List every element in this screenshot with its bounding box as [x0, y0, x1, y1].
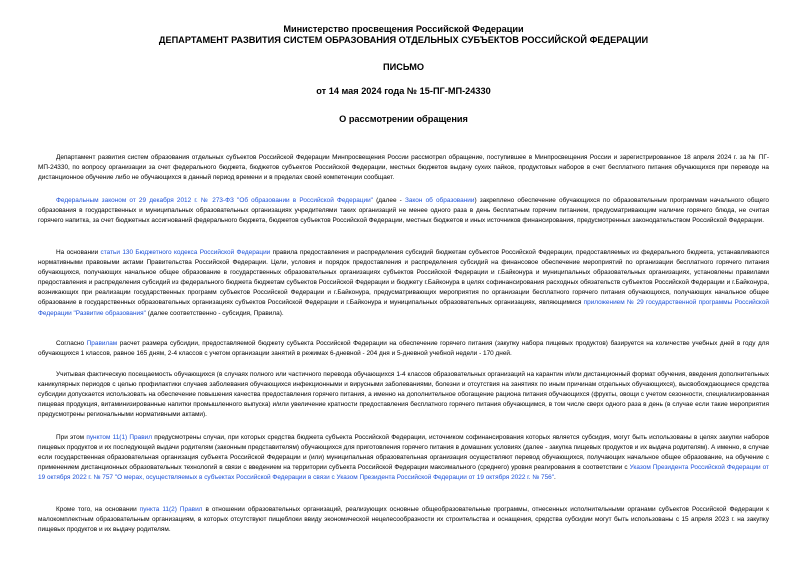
link-rules[interactable]: Правилам: [86, 340, 118, 347]
paragraph-6-text-0: При этом: [56, 434, 87, 441]
paragraph-7-text-1: в отношении образовательных организаций, реализующих основные общеобразовательные программы, отнесенных исполнительными органами субъектов Российской Федерации к малокомплектным образовательным организациям, в которых отсутствуют пищеблоки ввиду экономической нецелесообразности их строительства и оснащения, средства субсидии могут быть использованы с 15 апреля 2023 г. на закупку пищевых продуктов и их выдачу родителям.: [38, 506, 769, 534]
paragraph-3-text-1: правила предоставления и распределения субсидий бюджетам субъектов Российской Федерации, предоставляемых из федерального бюджета, устанавливаются нормативными правовыми актами Правительства Российской Федерации. Цели, условия и порядок предоставления и распределения субсидий на финансовое обеспечение мероприятий по организации бесплатного горячего питания обучающихся, получающих начальное общее образование в государственных образовательных организациях субъектов Российской Федерации и г.Байконура и муниципальных образовательных организациях, установлены правилами предоставления и распределения субсидий из федерального бюджета бюджетам субъектов Российской Федерации и бюджету г.Байконура в целях софинансирования расходных обязательств субъектов Российской Федерации и г.Байконура, возникающих при реализации государственных программ субъектов Российской Федерации и г.Байконура, предусматривающих мероприятия по организации бесплатного горячего питания обучающихся, получающих начальное общее образование в государственных образовательных организациях субъектов Российской Федерации и г.Байконура и муниципальных образовательных организациях, являющимися: [38, 249, 769, 307]
paragraph-7-text-0: Кроме того, на основании: [56, 506, 140, 513]
document-type: ПИСЬМО: [382, 62, 425, 72]
link-education-law-short[interactable]: Закон об образовании: [404, 197, 475, 204]
link-budget-code-article-130[interactable]: статьи 130 Бюджетного кодекса Российской Федерации: [100, 249, 271, 256]
paragraph-3: [38, 248, 769, 319]
link-appendix-29[interactable]: приложением № 29 государственной программы Российской Федерации "Развитие образования": [38, 299, 769, 317]
paragraph-3-text-2: (далее соответственно - субсидия, Правила).: [145, 309, 284, 317]
paragraph-6-text-2: .: [554, 474, 556, 482]
paragraph-2-text-2: ) закреплено обеспечение обучающихся по образовательным программам начального общего образования в государственных и муниципальных образовательных организациях учредителями таких организаций не менее одного раза в день бесплатным горячим питанием, предусматривающим наличие горячего блюда, не считая горячего напитка, за счет бюджетных ассигнований федерального бюджета, бюджетов субъектов Российской Федерации, местных бюджетов и иных источников финансирования, предусмотренных законодательством Российской Федерации.: [38, 197, 769, 225]
document-subject: О рассмотрении обращения: [339, 114, 468, 124]
link-education-law[interactable]: Федеральным законом от 29 декабря 2012 г. № 273-ФЗ "Об образовании в Российской Федерации": [56, 197, 373, 204]
paragraph-5: Учитывая фактическую посещаемость обучающихся (в случаях полного или частичного перевода обучающихся 1-4 классов образовательных организаций на карантин и/или дистанционный формат обучения, введения дополнительных каникулярных периодов с целью профилактики случаев заболевания обучающихся инфекционными и вирусными заболеваниями, болезни и отсутствия на занятиях по иным причинам отдельных обучающихся), высвобождающиеся средства субсидии допускается использовать на обеспечение повышения качества предоставления горячего питания, а именно на дополнительное обогащение рациона питания обучающихся (фрукты, овощи с учетом сезонности, специализированная пищевая продукция, витаминизированные напитки промышленного выпуска) и/или увеличение кратности предоставления бесплатного горячего питания обучающимся, в том числе сверх одного раза в день (в случае если такие мероприятия предусмотрены региональными нормативными актами).: [38, 371, 769, 419]
department-title: ДЕПАРТАМЕНТ РАЗВИТИЯ СИСТЕМ ОБРАЗОВАНИЯ ОТДЕЛЬНЫХ СУБЪЕКТОВ РОССИЙСКОЙ ФЕДЕРАЦИИ: [158, 35, 649, 45]
paragraph-3-text-0: На основании: [56, 249, 101, 256]
document-date-number: от 14 мая 2024 года № 15-ПГ-МП-24330: [316, 86, 491, 96]
link-rules-item-11-2[interactable]: пункта 11(2) Правил: [139, 506, 203, 513]
paragraph-2: [38, 196, 769, 226]
paragraph-6: [38, 433, 769, 483]
link-rules-item-11-1[interactable]: пунктом 11(1) Правил: [86, 434, 152, 441]
ministry-title: Министерство просвещения Российской Федерации: [283, 24, 524, 34]
paragraph-7: [38, 505, 769, 535]
paragraph-4: [38, 339, 769, 359]
paragraph-4-text-0: Согласно: [56, 340, 87, 347]
paragraph-6-text-1: предусмотрены случаи, при которых средства бюджета субъекта Российской Федерации, источником софинансирования которых является субсидия, могут быть использованы в целях закупки наборов пищевых продуктов и их последующей выдачи родителям (законным представителям) обучающихся для приготовления горячего питания в домашних условиях (далее - закупка пищевых продуктов и их выдача родителям). А именно, в случае если государственная образовательная организация субъекта Российской Федерации и (или) муниципальная образовательная организация осуществляют перевод обучающихся, получающих начальное общее образование, на обучение с применением дистанционных образовательных технологий в связи с введением на территории субъекта Российской Федерации максимального (среднего) уровня реагирования в соответствии с: [38, 434, 769, 472]
paragraph-4-text-1: расчет размера субсидии, предоставляемой бюджету субъекта Российской Федерации на обеспечение горячего питания (закупку набора пищевых продуктов) базируется на количестве учебных дней в году для обучающихся 1 классов, равное 165 дням, 2-4 классов с учетом организации занятий в режимах 6-дневной - 204 дня и 5-дневной учебной недели - 170 дней.: [38, 340, 769, 358]
paragraph-1: Департамент развития систем образования отдельных субъектов Российской Федерации Минпросвещения России рассмотрел обращение, поступившее в Минпросвещения России и зарегистрированное 18 апреля 2024 г. за № ПГ-МП-24330, по вопросу организации за счет федерального бюджета, бюджетов субъектов Российской Федерации, местных бюджетов выдачу сухих пайков, продуктовых наборов в счет бесплатного питания обучающихся при переводе на дистанционное обучение либо не обучающихся в данный период времени и в пределах своей компетенции сообщает.: [38, 154, 769, 182]
paragraph-2-text-1: (далее -: [372, 197, 405, 204]
link-presidential-decree-757[interactable]: Указом Президента Российской Федерации от 19 октября 2022 г. № 757 "О мерах, осуществляемых в субъектах Российской Федерации в связи с Указом Президента Российской Федерации от 19 октября 2022 г. № 756": [38, 464, 769, 482]
